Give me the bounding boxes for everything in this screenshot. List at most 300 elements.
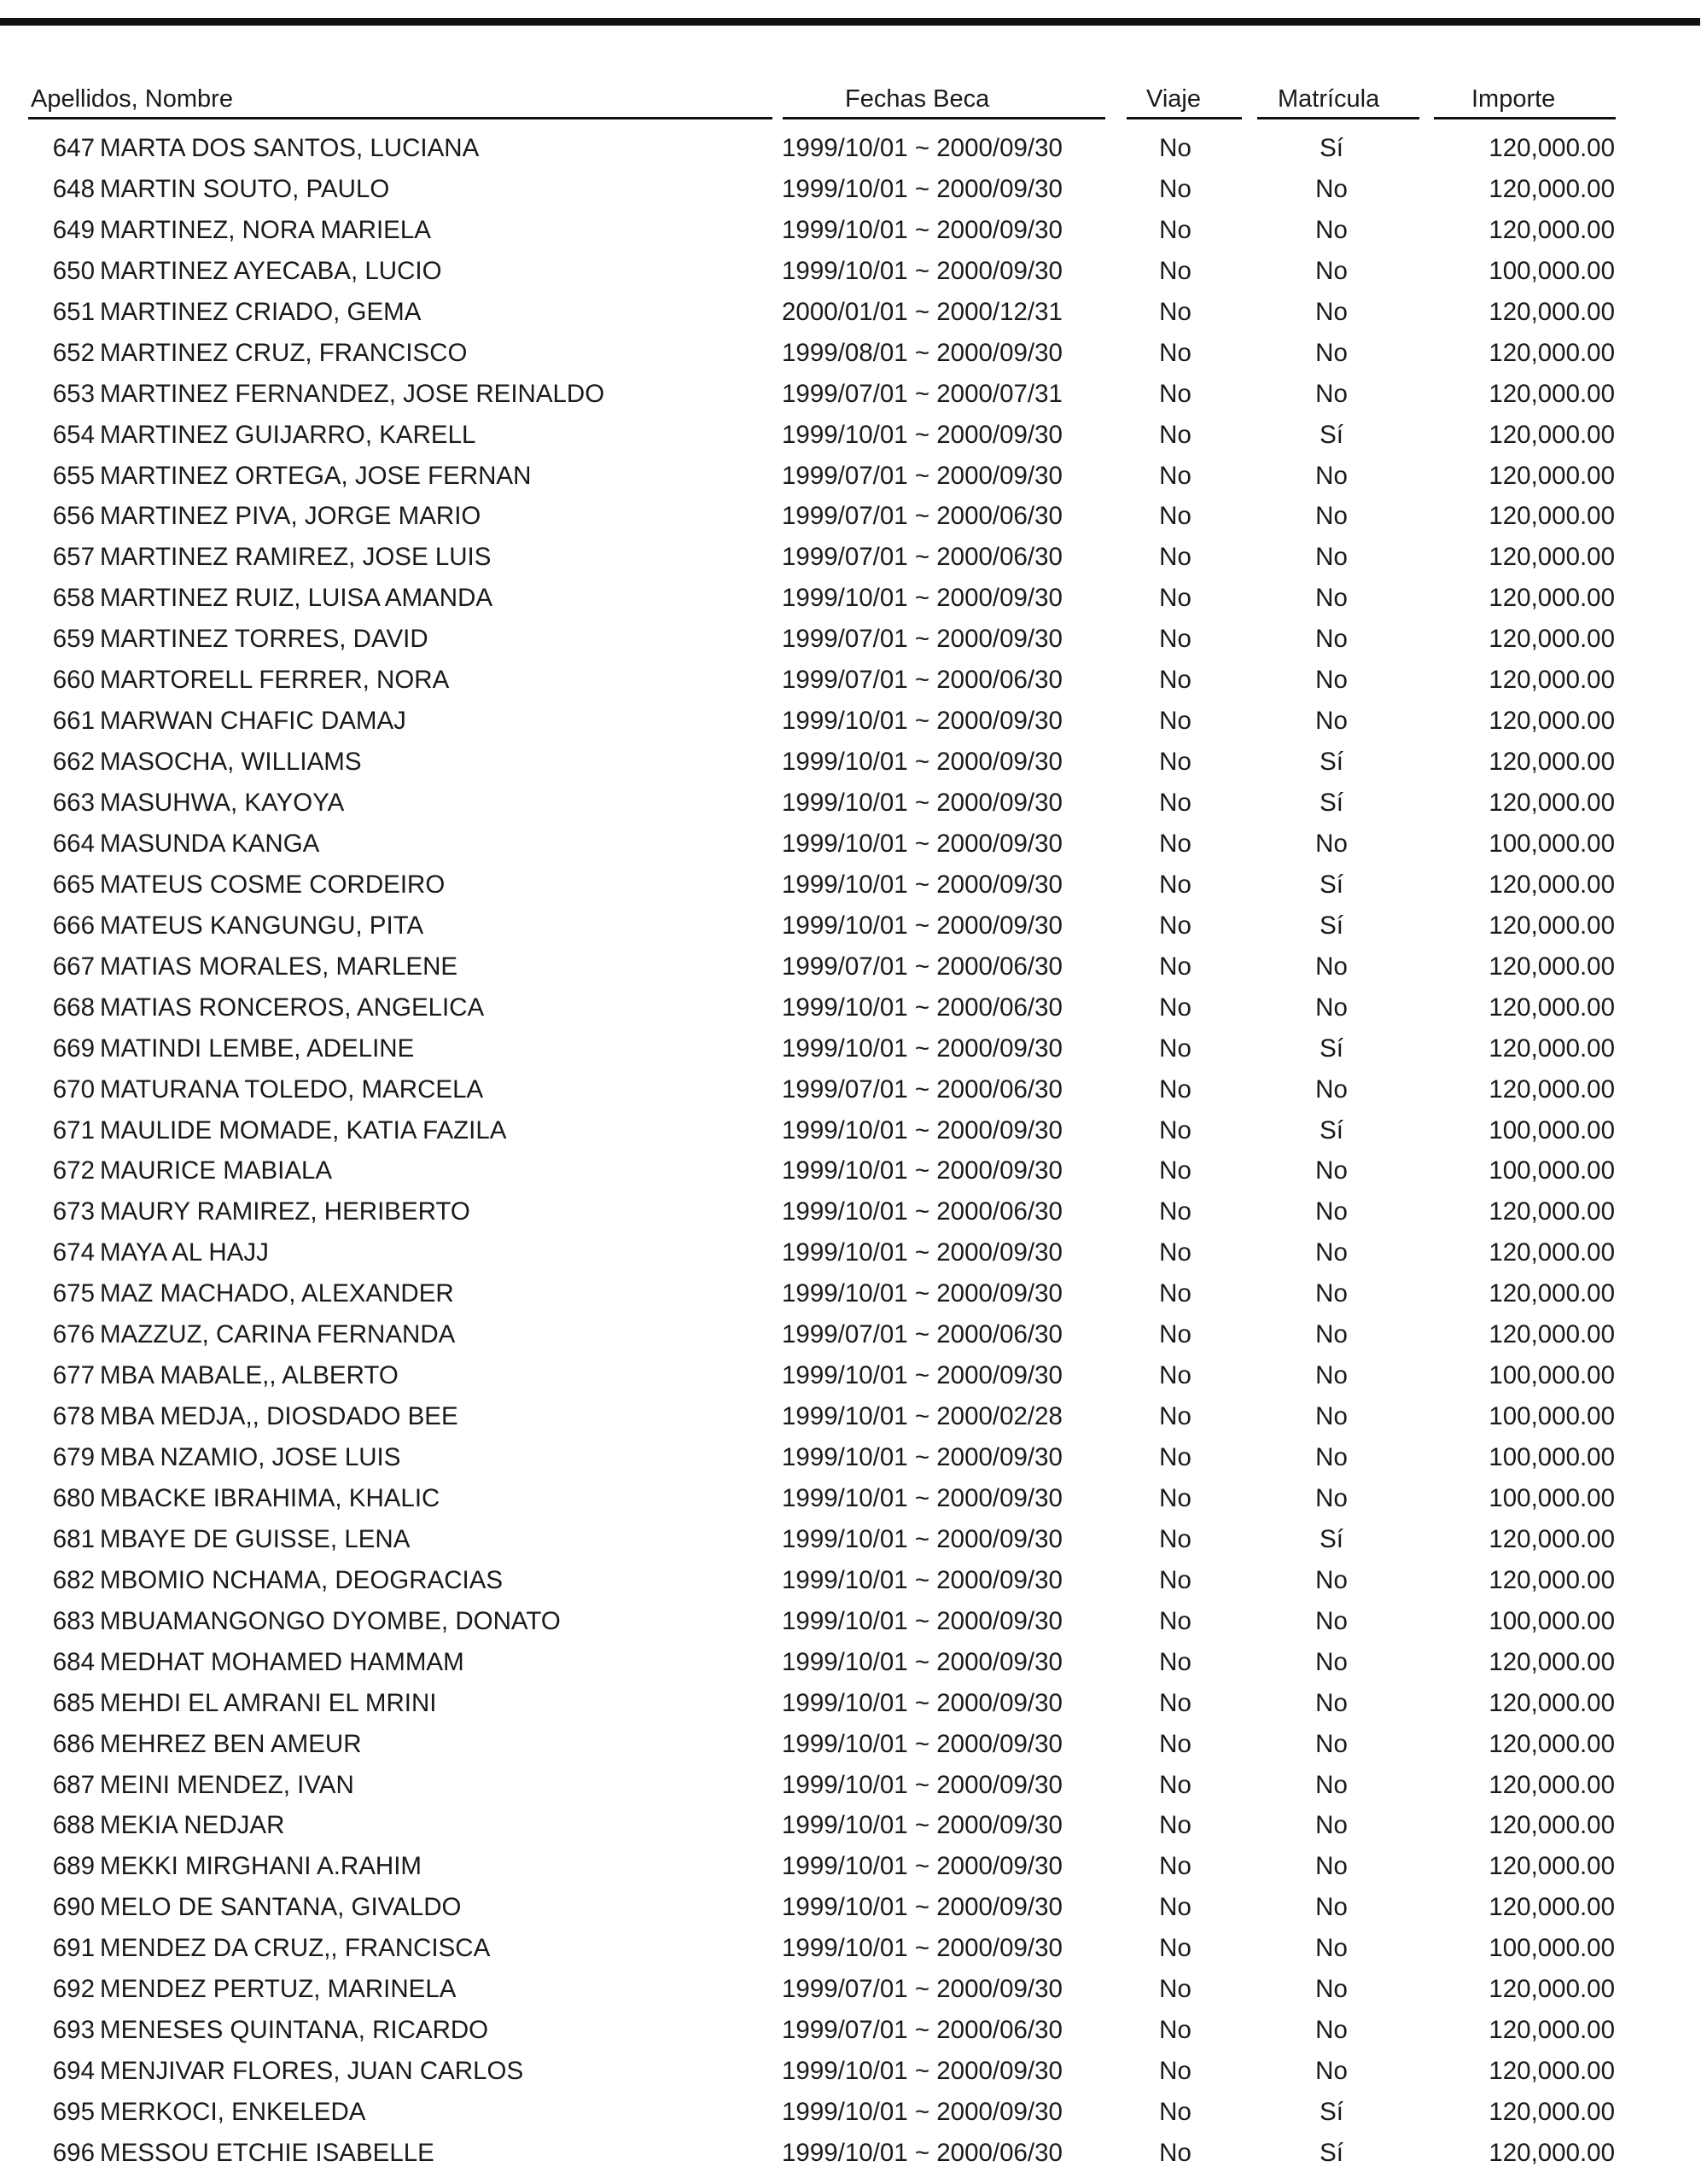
row-dates: 1999/10/01 ~ 2000/09/30 [782, 1524, 1063, 1553]
row-viaje: No [1159, 502, 1191, 531]
row-name: MARTIN SOUTO, PAULO [100, 174, 390, 203]
table-row [0, 169, 1707, 210]
header-importe: Importe [1471, 85, 1556, 113]
row-number: 678 [52, 1402, 95, 1431]
row-dates: 1999/10/01 ~ 2000/09/30 [782, 1893, 1063, 1922]
row-name: MEHREZ BEN AMEUR [100, 1729, 362, 1758]
row-viaje: No [1159, 666, 1191, 695]
row-name: MAZ MACHADO, ALEXANDER [100, 1279, 454, 1308]
row-number: 653 [52, 379, 95, 408]
table-row [0, 1273, 1707, 1314]
table-row [0, 824, 1707, 865]
row-number: 696 [52, 2138, 95, 2167]
row-importe: 120,000.00 [1489, 1238, 1615, 1267]
row-viaje: No [1159, 338, 1191, 367]
top-rule [0, 18, 1700, 26]
row-name: MAZZUZ, CARINA FERNANDA [100, 1320, 456, 1349]
row-number: 649 [52, 215, 95, 244]
row-number: 668 [52, 993, 95, 1022]
row-importe: 120,000.00 [1489, 338, 1615, 367]
row-number: 650 [52, 256, 95, 285]
row-matricula: No [1315, 1238, 1348, 1267]
scholarship-table-body [0, 128, 1707, 2174]
row-dates: 1999/10/01 ~ 2000/09/30 [782, 420, 1063, 449]
row-viaje: No [1159, 911, 1191, 940]
row-number: 651 [52, 297, 95, 326]
row-viaje: No [1159, 461, 1191, 490]
table-row [0, 1519, 1707, 1560]
row-matricula: Sí [1320, 2098, 1343, 2126]
table-row [0, 1642, 1707, 1683]
row-viaje: No [1159, 1934, 1191, 1963]
row-number: 682 [52, 1565, 95, 1594]
row-name: MATEUS KANGUNGU, PITA [100, 911, 424, 940]
row-number: 673 [52, 1197, 95, 1226]
header-viaje: Viaje [1146, 85, 1201, 113]
table-row [0, 251, 1707, 292]
row-dates: 1999/10/01 ~ 2000/09/30 [782, 1688, 1063, 1717]
table-row [0, 496, 1707, 537]
row-importe: 120,000.00 [1489, 543, 1615, 572]
row-number: 658 [52, 584, 95, 613]
row-number: 664 [52, 829, 95, 858]
row-dates: 1999/10/01 ~ 2000/09/30 [782, 256, 1063, 285]
table-row [0, 1887, 1707, 1928]
header-underline-dates [783, 117, 1105, 119]
row-dates: 1999/10/01 ~ 2000/09/30 [782, 2098, 1063, 2126]
row-importe: 120,000.00 [1489, 215, 1615, 244]
row-matricula: Sí [1320, 748, 1343, 777]
row-importe: 120,000.00 [1489, 461, 1615, 490]
row-name: MENESES QUINTANA, RICARDO [100, 2016, 489, 2045]
row-dates: 1999/10/01 ~ 2000/09/30 [782, 1770, 1063, 1799]
row-name: MENDEZ DA CRUZ,, FRANCISCA [100, 1934, 491, 1963]
row-importe: 100,000.00 [1489, 1606, 1615, 1635]
row-number: 654 [52, 420, 95, 449]
row-matricula: Sí [1320, 911, 1343, 940]
row-dates: 1999/10/01 ~ 2000/09/30 [782, 1034, 1063, 1063]
row-viaje: No [1159, 1483, 1191, 1512]
row-number: 660 [52, 666, 95, 695]
row-dates: 1999/10/01 ~ 2000/09/30 [782, 215, 1063, 244]
row-importe: 120,000.00 [1489, 2057, 1615, 2086]
row-number: 667 [52, 952, 95, 981]
row-dates: 1999/10/01 ~ 2000/09/30 [782, 1361, 1063, 1390]
row-dates: 1999/10/01 ~ 2000/09/30 [782, 707, 1063, 736]
row-number: 670 [52, 1075, 95, 1104]
row-viaje: No [1159, 1238, 1191, 1267]
row-name: MATEUS COSME CORDEIRO [100, 870, 446, 899]
row-dates: 1999/10/01 ~ 2000/09/30 [782, 584, 1063, 613]
row-matricula: Sí [1320, 420, 1343, 449]
row-dates: 1999/08/01 ~ 2000/09/30 [782, 338, 1063, 367]
row-importe: 120,000.00 [1489, 584, 1615, 613]
row-viaje: No [1159, 134, 1191, 162]
row-importe: 120,000.00 [1489, 1647, 1615, 1676]
row-number: 680 [52, 1483, 95, 1512]
row-dates: 1999/10/01 ~ 2000/09/30 [782, 2057, 1063, 2086]
row-number: 663 [52, 789, 95, 817]
row-viaje: No [1159, 2098, 1191, 2126]
table-row [0, 1314, 1707, 1355]
table-row [0, 2010, 1707, 2051]
row-importe: 120,000.00 [1489, 1893, 1615, 1922]
row-viaje: No [1159, 2016, 1191, 2045]
row-importe: 120,000.00 [1489, 134, 1615, 162]
table-row [0, 1969, 1707, 2010]
row-viaje: No [1159, 215, 1191, 244]
table-row [0, 906, 1707, 946]
row-matricula: No [1315, 666, 1348, 695]
row-importe: 120,000.00 [1489, 1197, 1615, 1226]
row-number: 656 [52, 502, 95, 531]
table-row [0, 578, 1707, 619]
row-dates: 1999/07/01 ~ 2000/06/30 [782, 1075, 1063, 1104]
row-number: 692 [52, 1975, 95, 2004]
row-viaje: No [1159, 993, 1191, 1022]
row-importe: 120,000.00 [1489, 1688, 1615, 1717]
row-name: MAYA AL HAJJ [100, 1238, 269, 1267]
row-dates: 1999/10/01 ~ 2000/09/30 [782, 789, 1063, 817]
row-name: MATIAS MORALES, MARLENE [100, 952, 458, 981]
table-row [0, 783, 1707, 824]
row-name: MBA MEDJA,, DIOSDADO BEE [100, 1402, 458, 1431]
row-viaje: No [1159, 1975, 1191, 2004]
row-number: 655 [52, 461, 95, 490]
row-dates: 1999/07/01 ~ 2000/09/30 [782, 461, 1063, 490]
row-name: MESSOU ETCHIE ISABELLE [100, 2138, 434, 2167]
row-number: 659 [52, 625, 95, 654]
header-underline-importe [1434, 117, 1616, 119]
row-dates: 1999/10/01 ~ 2000/06/30 [782, 1197, 1063, 1226]
row-dates: 1999/10/01 ~ 2000/09/30 [782, 1852, 1063, 1881]
table-row [0, 374, 1707, 415]
row-matricula: No [1315, 1770, 1348, 1799]
row-matricula: No [1315, 502, 1348, 531]
header-underline-viaje [1127, 117, 1242, 119]
row-viaje: No [1159, 1320, 1191, 1349]
table-row [0, 946, 1707, 987]
row-importe: 120,000.00 [1489, 1524, 1615, 1553]
row-name: MEKIA NEDJAR [100, 1811, 285, 1840]
row-name: MARTA DOS SANTOS, LUCIANA [100, 134, 480, 162]
table-row [0, 660, 1707, 701]
row-number: 661 [52, 707, 95, 736]
row-viaje: No [1159, 1811, 1191, 1840]
row-dates: 1999/10/01 ~ 2000/09/30 [782, 134, 1063, 162]
table-row [0, 128, 1707, 169]
row-importe: 120,000.00 [1489, 420, 1615, 449]
row-name: MASOCHA, WILLIAMS [100, 748, 362, 777]
row-dates: 1999/07/01 ~ 2000/06/30 [782, 952, 1063, 981]
row-matricula: No [1315, 1483, 1348, 1512]
row-name: MARWAN CHAFIC DAMAJ [100, 707, 406, 736]
row-matricula: No [1315, 1811, 1348, 1840]
row-dates: 1999/10/01 ~ 2000/09/30 [782, 1115, 1063, 1144]
row-number: 657 [52, 543, 95, 572]
row-viaje: No [1159, 625, 1191, 654]
table-row [0, 415, 1707, 456]
table-row [0, 1724, 1707, 1765]
row-viaje: No [1159, 707, 1191, 736]
row-number: 674 [52, 1238, 95, 1267]
row-viaje: No [1159, 1688, 1191, 1717]
row-importe: 100,000.00 [1489, 829, 1615, 858]
row-importe: 120,000.00 [1489, 1770, 1615, 1799]
row-number: 652 [52, 338, 95, 367]
table-row [0, 1028, 1707, 1069]
row-viaje: No [1159, 1524, 1191, 1553]
row-name: MERKOCI, ENKELEDA [100, 2098, 366, 2126]
row-number: 676 [52, 1320, 95, 1349]
row-importe: 120,000.00 [1489, 1852, 1615, 1881]
row-importe: 120,000.00 [1489, 2138, 1615, 2167]
row-name: MBUAMANGONGO DYOMBE, DONATO [100, 1606, 561, 1635]
row-number: 683 [52, 1606, 95, 1635]
row-importe: 100,000.00 [1489, 1483, 1615, 1512]
row-importe: 120,000.00 [1489, 174, 1615, 203]
table-row [0, 2133, 1707, 2174]
row-importe: 120,000.00 [1489, 911, 1615, 940]
row-name: MEKKI MIRGHANI A.RAHIM [100, 1852, 422, 1881]
row-matricula: No [1315, 2016, 1348, 2045]
row-name: MENDEZ PERTUZ, MARINELA [100, 1975, 457, 2004]
row-importe: 120,000.00 [1489, 502, 1615, 531]
row-viaje: No [1159, 829, 1191, 858]
table-row [0, 1396, 1707, 1437]
row-viaje: No [1159, 420, 1191, 449]
row-number: 677 [52, 1361, 95, 1390]
row-matricula: No [1315, 1852, 1348, 1881]
row-name: MARTINEZ, NORA MARIELA [100, 215, 431, 244]
row-matricula: Sí [1320, 2138, 1343, 2167]
row-dates: 1999/07/01 ~ 2000/06/30 [782, 502, 1063, 531]
row-number: 681 [52, 1524, 95, 1553]
row-viaje: No [1159, 1565, 1191, 1594]
row-dates: 1999/10/01 ~ 2000/09/30 [782, 1443, 1063, 1471]
table-row [0, 1928, 1707, 1969]
row-number: 693 [52, 2016, 95, 2045]
row-dates: 1999/10/01 ~ 2000/09/30 [782, 1934, 1063, 1963]
row-name: MAURY RAMIREZ, HERIBERTO [100, 1197, 470, 1226]
table-row [0, 619, 1707, 660]
row-name: MBACKE IBRAHIMA, KHALIC [100, 1483, 440, 1512]
header-name: Apellidos, Nombre [31, 85, 233, 113]
row-matricula: No [1315, 1402, 1348, 1431]
row-importe: 120,000.00 [1489, 1075, 1615, 1104]
row-viaje: No [1159, 2057, 1191, 2086]
row-name: MASUNDA KANGA [100, 829, 320, 858]
row-dates: 1999/07/01 ~ 2000/06/30 [782, 666, 1063, 695]
row-matricula: No [1315, 1279, 1348, 1308]
row-dates: 1999/10/01 ~ 2000/09/30 [782, 1238, 1063, 1267]
row-viaje: No [1159, 1197, 1191, 1226]
row-importe: 120,000.00 [1489, 2098, 1615, 2126]
row-importe: 120,000.00 [1489, 1975, 1615, 2004]
row-number: 648 [52, 174, 95, 203]
row-matricula: Sí [1320, 789, 1343, 817]
table-row [0, 1805, 1707, 1846]
row-viaje: No [1159, 1156, 1191, 1185]
row-dates: 1999/10/01 ~ 2000/09/30 [782, 1565, 1063, 1594]
row-importe: 120,000.00 [1489, 952, 1615, 981]
row-dates: 1999/10/01 ~ 2000/09/30 [782, 1483, 1063, 1512]
row-name: MARTORELL FERRER, NORA [100, 666, 450, 695]
table-row [0, 865, 1707, 906]
row-viaje: No [1159, 870, 1191, 899]
row-dates: 1999/07/01 ~ 2000/06/30 [782, 1320, 1063, 1349]
row-matricula: Sí [1320, 1034, 1343, 1063]
row-importe: 100,000.00 [1489, 1402, 1615, 1431]
row-matricula: No [1315, 1729, 1348, 1758]
table-row [0, 210, 1707, 251]
row-viaje: No [1159, 1034, 1191, 1063]
row-matricula: No [1315, 174, 1348, 203]
table-row [0, 1232, 1707, 1273]
row-dates: 1999/07/01 ~ 2000/06/30 [782, 543, 1063, 572]
row-matricula: No [1315, 297, 1348, 326]
row-name: MARTINEZ RUIZ, LUISA AMANDA [100, 584, 493, 613]
row-importe: 120,000.00 [1489, 1320, 1615, 1349]
row-dates: 2000/01/01 ~ 2000/12/31 [782, 297, 1063, 326]
row-number: 688 [52, 1811, 95, 1840]
table-row [0, 1846, 1707, 1887]
table-row [0, 742, 1707, 783]
row-importe: 100,000.00 [1489, 1934, 1615, 1963]
row-dates: 1999/10/01 ~ 2000/06/30 [782, 993, 1063, 1022]
row-dates: 1999/10/01 ~ 2000/09/30 [782, 911, 1063, 940]
table-row [0, 456, 1707, 497]
row-number: 690 [52, 1893, 95, 1922]
table-row [0, 1560, 1707, 1601]
row-importe: 120,000.00 [1489, 748, 1615, 777]
row-name: MARTINEZ TORRES, DAVID [100, 625, 428, 654]
row-matricula: No [1315, 1647, 1348, 1676]
table-row [0, 1191, 1707, 1232]
row-name: MBOMIO NCHAMA, DEOGRACIAS [100, 1565, 504, 1594]
row-matricula: No [1315, 584, 1348, 613]
row-name: MARTINEZ PIVA, JORGE MARIO [100, 502, 481, 531]
row-dates: 1999/10/01 ~ 2000/09/30 [782, 1729, 1063, 1758]
row-dates: 1999/10/01 ~ 2000/02/28 [782, 1402, 1063, 1431]
row-importe: 100,000.00 [1489, 1361, 1615, 1390]
header-dates: Fechas Beca [845, 85, 990, 113]
row-dates: 1999/07/01 ~ 2000/07/31 [782, 379, 1063, 408]
row-matricula: No [1315, 1606, 1348, 1635]
row-name: MARTINEZ CRUZ, FRANCISCO [100, 338, 468, 367]
row-name: MARTINEZ CRIADO, GEMA [100, 297, 422, 326]
row-number: 685 [52, 1688, 95, 1717]
row-dates: 1999/10/01 ~ 2000/09/30 [782, 1606, 1063, 1635]
row-number: 647 [52, 134, 95, 162]
row-importe: 120,000.00 [1489, 993, 1615, 1022]
table-row [0, 987, 1707, 1028]
table-row [0, 1683, 1707, 1724]
row-matricula: Sí [1320, 134, 1343, 162]
table-row [0, 1110, 1707, 1151]
row-importe: 100,000.00 [1489, 1156, 1615, 1185]
row-name: MATINDI LEMBE, ADELINE [100, 1034, 415, 1063]
row-name: MBA NZAMIO, JOSE LUIS [100, 1443, 401, 1471]
row-importe: 120,000.00 [1489, 379, 1615, 408]
row-importe: 100,000.00 [1489, 1115, 1615, 1144]
row-matricula: No [1315, 1975, 1348, 2004]
row-name: MARTINEZ GUIJARRO, KARELL [100, 420, 476, 449]
table-row [0, 333, 1707, 374]
row-viaje: No [1159, 543, 1191, 572]
row-matricula: No [1315, 625, 1348, 654]
row-dates: 1999/10/01 ~ 2000/09/30 [782, 1279, 1063, 1308]
row-number: 666 [52, 911, 95, 940]
row-number: 672 [52, 1156, 95, 1185]
row-dates: 1999/07/01 ~ 2000/09/30 [782, 1975, 1063, 2004]
row-name: MARTINEZ RAMIREZ, JOSE LUIS [100, 543, 492, 572]
row-matricula: No [1315, 1688, 1348, 1717]
row-viaje: No [1159, 1115, 1191, 1144]
row-importe: 120,000.00 [1489, 1565, 1615, 1594]
row-dates: 1999/10/01 ~ 2000/09/30 [782, 870, 1063, 899]
row-viaje: No [1159, 584, 1191, 613]
row-dates: 1999/10/01 ~ 2000/09/30 [782, 1647, 1063, 1676]
row-viaje: No [1159, 1075, 1191, 1104]
row-importe: 120,000.00 [1489, 1729, 1615, 1758]
row-viaje: No [1159, 1852, 1191, 1881]
row-matricula: No [1315, 1075, 1348, 1104]
row-number: 687 [52, 1770, 95, 1799]
row-matricula: No [1315, 707, 1348, 736]
row-name: MENJIVAR FLORES, JUAN CARLOS [100, 2057, 524, 2086]
row-viaje: No [1159, 379, 1191, 408]
row-viaje: No [1159, 1647, 1191, 1676]
row-number: 665 [52, 870, 95, 899]
row-number: 675 [52, 1279, 95, 1308]
row-matricula: No [1315, 993, 1348, 1022]
row-number: 669 [52, 1034, 95, 1063]
row-importe: 120,000.00 [1489, 1811, 1615, 1840]
row-viaje: No [1159, 1893, 1191, 1922]
table-row [0, 1437, 1707, 1478]
table-row [0, 2092, 1707, 2133]
row-name: MEDHAT MOHAMED HAMMAM [100, 1647, 464, 1676]
row-dates: 1999/10/01 ~ 2000/09/30 [782, 174, 1063, 203]
row-dates: 1999/10/01 ~ 2000/09/30 [782, 1811, 1063, 1840]
row-dates: 1999/07/01 ~ 2000/06/30 [782, 2016, 1063, 2045]
row-importe: 120,000.00 [1489, 1279, 1615, 1308]
row-matricula: No [1315, 338, 1348, 367]
row-name: MAULIDE MOMADE, KATIA FAZILA [100, 1115, 507, 1144]
row-dates: 1999/10/01 ~ 2000/09/30 [782, 829, 1063, 858]
row-importe: 100,000.00 [1489, 256, 1615, 285]
row-matricula: Sí [1320, 1524, 1343, 1553]
table-row [0, 1150, 1707, 1191]
row-name: MBA MABALE,, ALBERTO [100, 1361, 399, 1390]
row-number: 679 [52, 1443, 95, 1471]
row-importe: 120,000.00 [1489, 666, 1615, 695]
row-viaje: No [1159, 1361, 1191, 1390]
row-viaje: No [1159, 748, 1191, 777]
row-name: MAURICE MABIALA [100, 1156, 333, 1185]
table-row [0, 1069, 1707, 1110]
row-name: MASUHWA, KAYOYA [100, 789, 345, 817]
row-matricula: Sí [1320, 870, 1343, 899]
row-viaje: No [1159, 1279, 1191, 1308]
table-row [0, 2051, 1707, 2092]
row-number: 686 [52, 1729, 95, 1758]
row-name: MARTINEZ ORTEGA, JOSE FERNAN [100, 461, 532, 490]
row-matricula: No [1315, 829, 1348, 858]
row-number: 671 [52, 1115, 95, 1144]
row-name: MELO DE SANTANA, GIVALDO [100, 1893, 462, 1922]
